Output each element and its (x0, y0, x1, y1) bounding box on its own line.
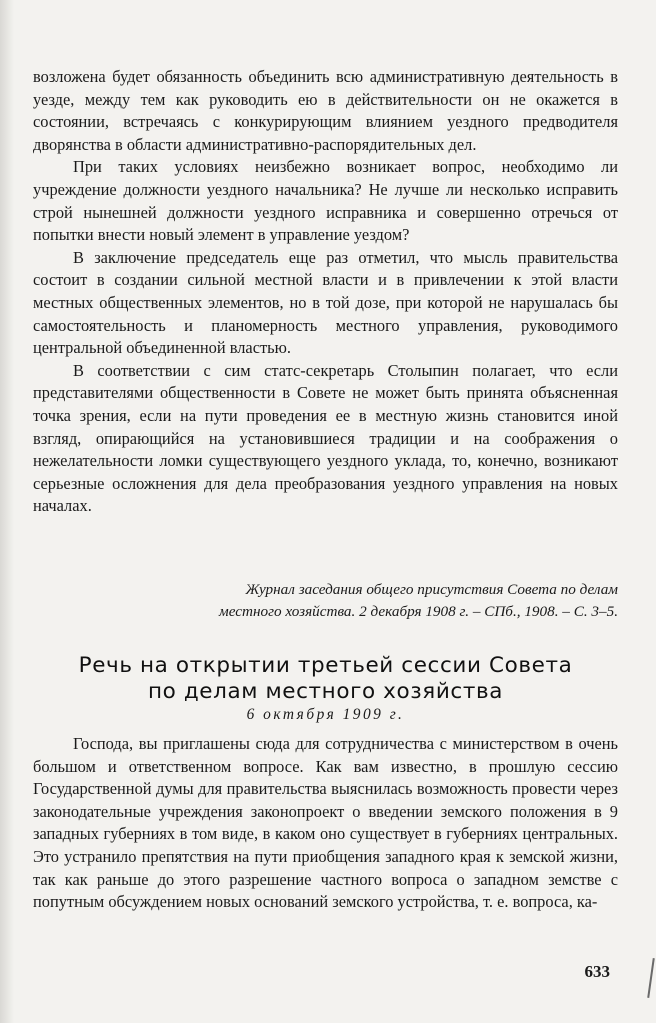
paragraph-3: В заключение председатель еще раз отметил, что мысль правительства состоит в создании сильной местной власти и в привлечении к этой власти местных общественных элементов, но в той дозе, при которой не нарушалась бы самостоятельность и планомерность местного управления, руководимого центральной объединенной властью. (33, 247, 618, 358)
speech-text (33, 733, 618, 914)
speech-date: 6 октября 1909 г. (246, 706, 405, 723)
body-text (33, 66, 618, 518)
page-number: 633 (584, 962, 610, 981)
speech-paragraph-1: Господа, вы приглашены сюда для сотрудничества с министерством в очень большом и ответственном вопросе. Как вам известно, в прошлую сессию Государственной думы для правительства выяснилась возможность провести через законодательные учреждения законопроект о введении земского положения в 9 западных губерниях в том виде, в каком оно существует в губерниях центральных. Это устранило препятствия на пути приобщения западного края к земской жизни, так как раньше до этого разрешение частного вопроса о западном земстве с попутным обсуждением новых оснований земского устройства, т. е. вопроса, ка- (33, 734, 618, 912)
paragraph-1: возложена будет обязанность объединить всю административную деятельность в уезде, между тем как руководить ею в действительности он не окажется в состоянии, встречаясь с конкурирующим влиянием уездного предводителя дворянства в области административно-распорядительных дел. (33, 67, 618, 154)
heading-line-1: Речь на открытии третьей сессии Совета (78, 653, 573, 678)
source-citation (33, 579, 618, 622)
paragraph-4: В соответствии с сим статс-секретарь Столыпин полагает, что если представителями общественности в Совете не может быть принята объясненная точка зрения, если на пути проведения ее в местную жизнь становится иной взгляд, опирающийся на установившиеся традиции и на соображения о нежелательности ломки существующего уездного уклада, то, конечно, возникают серьезные осложнения для дела преобразования уездного управления на новых началах. (33, 360, 618, 516)
paragraph-2: При таких условиях неизбежно возникает вопрос, необходимо ли учреждение должности уездного начальника? Не лучше ли несколько исправить строй нынешней должности уездного исправника и совершенно отречься от попытки внести новый элемент в управление уездом? (33, 157, 618, 245)
heading-line-2: по делам местного хозяйства (147, 679, 503, 704)
section-heading (33, 653, 618, 705)
citation-line-1: Журнал заседания общего присутствия Совета по делам (245, 581, 618, 598)
page-edge-mark (647, 958, 655, 998)
page-gutter-shadow (0, 0, 14, 1023)
citation-line-2: местного хозяйства. 2 декабря 1908 г. – СПб., 1908. – С. 3–5. (219, 602, 618, 620)
